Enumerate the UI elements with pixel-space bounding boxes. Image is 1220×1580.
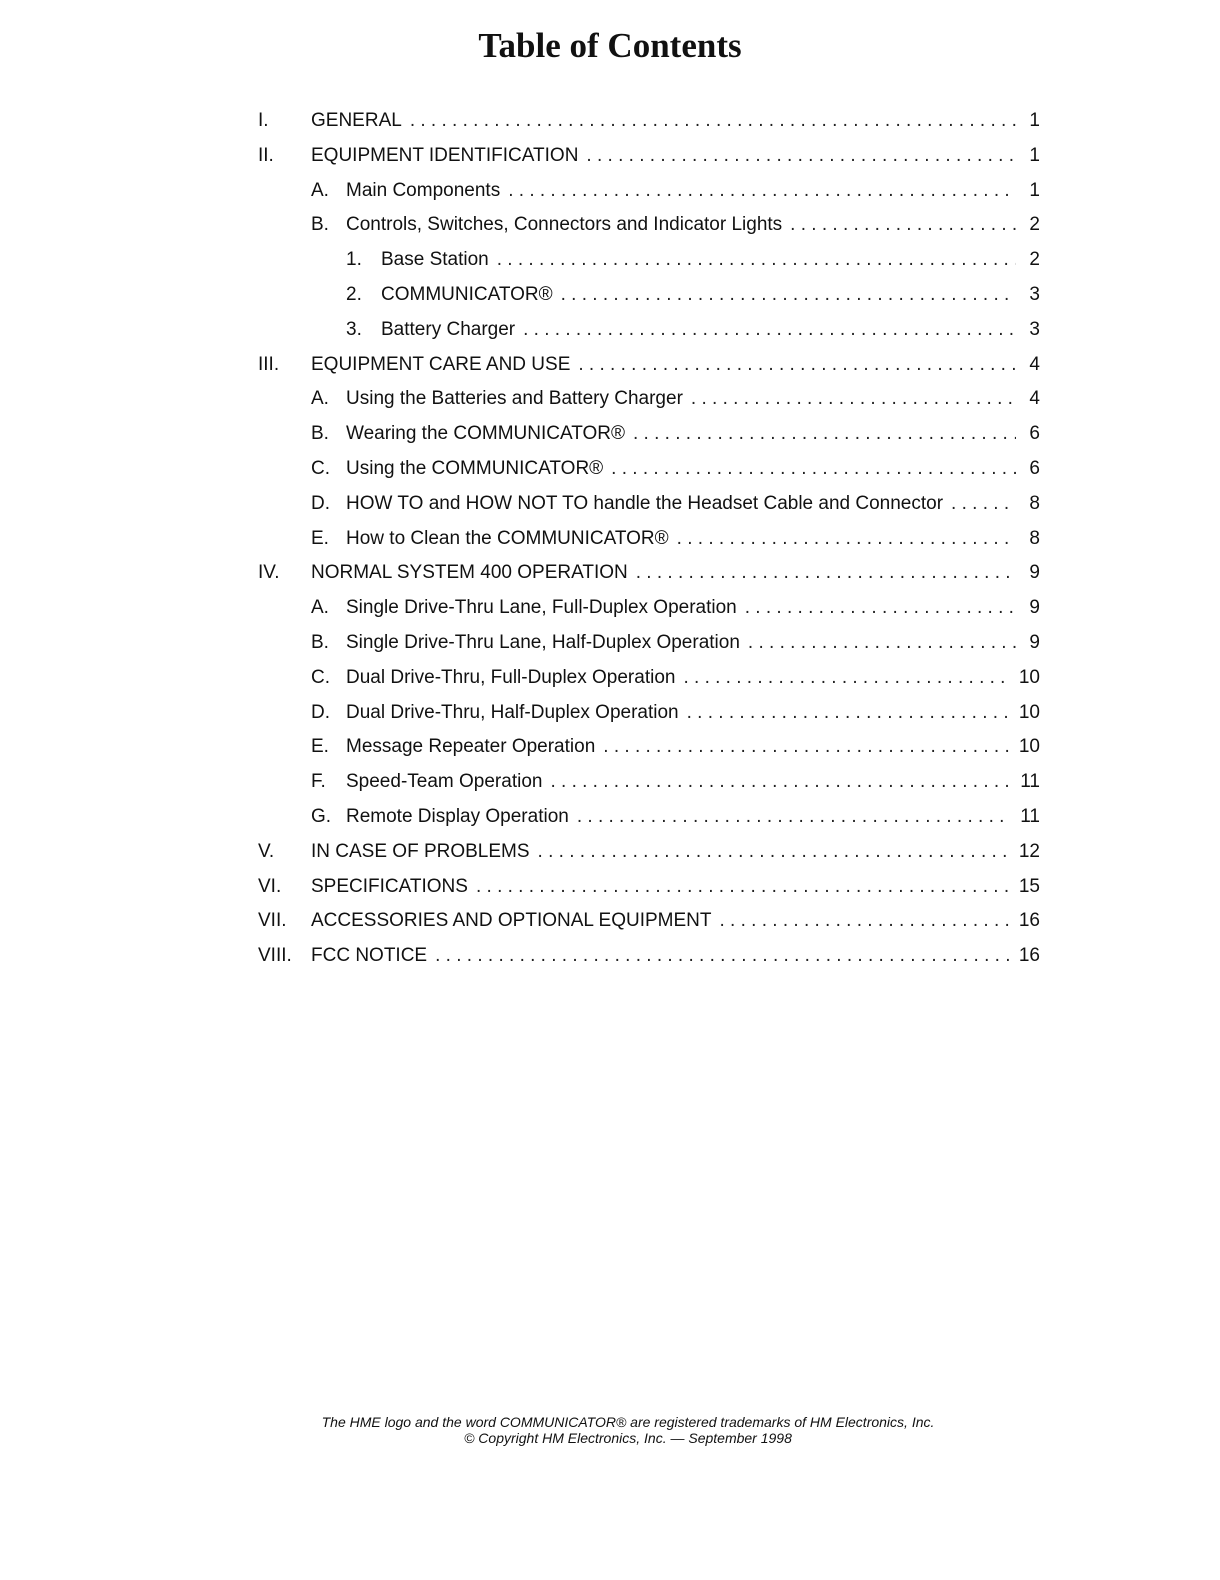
- toc-leader-dots: [523, 315, 1016, 345]
- toc-entry-label: Using the Batteries and Battery Charger: [346, 388, 683, 410]
- toc-entry-number: B.: [311, 423, 329, 445]
- toc-entry-label: Main Components: [346, 179, 501, 201]
- toc-entry-page: 4: [1029, 388, 1040, 410]
- toc-entry: [311, 210, 1040, 240]
- toc-leader-dots: [951, 489, 1016, 519]
- toc-entry-number: E.: [311, 736, 329, 758]
- toc-entry-number: A.: [311, 388, 329, 410]
- toc-leader-dots: [636, 558, 1016, 588]
- toc-entry-page: 16: [1018, 910, 1040, 932]
- toc-entry-page: 1: [1029, 144, 1040, 166]
- toc-entry: [311, 663, 1040, 693]
- toc-entry-label: Dual Drive-Thru, Half-Duplex Operation: [346, 701, 679, 723]
- toc-leader-dots: [578, 350, 1016, 380]
- toc-entry-page: 10: [1018, 701, 1040, 723]
- toc-entry-label: NORMAL SYSTEM 400 OPERATION: [311, 562, 628, 584]
- toc-entry: [311, 593, 1040, 623]
- toc-entry-label: GENERAL: [311, 110, 402, 131]
- toc-entry: [311, 802, 1040, 832]
- toc-entry-page: 3: [1029, 318, 1040, 340]
- toc-leader-dots: [687, 698, 1009, 728]
- toc-entry-page: 9: [1029, 562, 1040, 584]
- toc-entry-label: SPECIFICATIONS: [311, 875, 468, 897]
- page-title: Table of Contents: [478, 26, 742, 65]
- toc-leader-dots: [691, 384, 1016, 414]
- toc-leader-dots: [603, 732, 1009, 762]
- toc-entry: [258, 941, 1040, 971]
- toc-entry: [311, 767, 1040, 797]
- toc-entry: [258, 558, 1040, 588]
- toc-entry-number: 2.: [346, 284, 362, 305]
- toc-entry-number: B.: [311, 632, 329, 653]
- toc-entry-number: B.: [311, 214, 329, 236]
- toc-entry-page: 2: [1029, 249, 1040, 271]
- toc-entry-number: A.: [311, 179, 329, 201]
- toc-leader-dots: [561, 280, 1016, 310]
- toc-entry: [311, 419, 1040, 449]
- toc-entry: [258, 106, 1040, 136]
- toc-entry-number: D.: [311, 701, 330, 723]
- toc-entry-page: 11: [1020, 771, 1040, 793]
- toc-entry-label: Wearing the COMMUNICATOR®: [346, 423, 625, 445]
- toc-leader-dots: [577, 802, 1010, 832]
- toc-leader-dots: [633, 419, 1016, 449]
- toc-entry-number: 3.: [346, 318, 362, 340]
- toc-entry: [311, 384, 1040, 414]
- toc-entry: [311, 732, 1040, 762]
- toc-leader-dots: [508, 176, 1016, 206]
- toc-entry-label: Message Repeater Operation: [346, 736, 596, 758]
- toc-entry-label: Using the COMMUNICATOR®: [346, 458, 604, 479]
- toc-entry-label: How to Clean the COMMUNICATOR®: [346, 527, 669, 549]
- toc-entry-page: 11: [1020, 806, 1040, 827]
- toc-entry-number: I.: [258, 110, 269, 131]
- toc-leader-dots: [550, 767, 1010, 797]
- toc-entry-label: COMMUNICATOR®: [381, 284, 553, 305]
- toc-entry-number: VI.: [258, 875, 282, 897]
- toc-entry-label: FCC NOTICE: [311, 945, 428, 967]
- toc-entry: [311, 454, 1040, 484]
- toc-entry-page: 1: [1029, 110, 1040, 131]
- toc-leader-dots: [586, 141, 1016, 171]
- toc-entry-page: 16: [1018, 945, 1040, 967]
- toc-entry-number: III.: [258, 353, 280, 375]
- toc-leader-dots: [748, 628, 1016, 658]
- toc-entry: [258, 350, 1040, 380]
- toc-entry: [311, 698, 1040, 728]
- toc-entry-label: HOW TO and HOW NOT TO handle the Headset Cable and Connector: [346, 492, 944, 514]
- toc-entry-page: 9: [1029, 632, 1040, 653]
- toc-entry-number: VIII.: [258, 945, 292, 967]
- toc-entry-page: 10: [1018, 736, 1040, 758]
- toc-entry-label: Remote Display Operation: [346, 806, 569, 827]
- toc-entry-number: C.: [311, 666, 330, 688]
- footer: [0, 1414, 1220, 1446]
- toc-entry: [346, 315, 1040, 345]
- toc-entry-page: 2: [1029, 214, 1040, 236]
- toc-entry-number: E.: [311, 527, 329, 549]
- toc-entry: [258, 141, 1040, 171]
- toc-entry-label: Controls, Switches, Connectors and Indicator Lights: [346, 214, 783, 236]
- toc-entry-label: IN CASE OF PROBLEMS: [311, 840, 530, 862]
- toc-entry-page: 9: [1029, 597, 1040, 619]
- toc-entry-label: Speed-Team Operation: [346, 771, 543, 793]
- toc-entry: [258, 872, 1040, 902]
- toc-entry-page: 4: [1029, 353, 1040, 375]
- toc-entry-page: 3: [1029, 284, 1040, 305]
- toc-entry-number: F.: [311, 771, 326, 793]
- toc-entry-label: Single Drive-Thru Lane, Half-Duplex Operation: [346, 632, 740, 653]
- toc-entry-label: Base Station: [381, 249, 489, 271]
- toc-leader-dots: [476, 872, 1009, 902]
- toc-leader-dots: [611, 454, 1016, 484]
- toc-entry-number: G.: [311, 806, 332, 827]
- toc-leader-dots: [538, 837, 1009, 867]
- toc-entry-page: 8: [1029, 527, 1040, 549]
- toc-entry-page: 15: [1018, 875, 1040, 897]
- toc-entry-page: 8: [1029, 492, 1040, 514]
- toc-entry: [346, 280, 1040, 310]
- toc-entry-number: IV.: [258, 562, 280, 584]
- toc-entry-page: 10: [1018, 666, 1040, 688]
- toc-entry-number: II.: [258, 144, 274, 166]
- copyright-notice: © Copyright HM Electronics, Inc. — September 1998: [464, 1430, 792, 1446]
- toc-entry-number: V.: [258, 840, 275, 862]
- toc-leader-dots: [677, 524, 1016, 554]
- toc-entry-label: Single Drive-Thru Lane, Full-Duplex Operation: [346, 597, 737, 619]
- toc-entry: [311, 176, 1040, 206]
- toc-entry: [258, 837, 1040, 867]
- toc-leader-dots: [719, 906, 1008, 936]
- toc-entry-number: D.: [311, 492, 330, 514]
- toc-entry: [258, 906, 1040, 936]
- toc-entry-page: 1: [1029, 179, 1040, 201]
- toc-entry-label: Dual Drive-Thru, Full-Duplex Operation: [346, 666, 676, 688]
- toc-entry-label: ACCESSORIES AND OPTIONAL EQUIPMENT: [311, 910, 712, 932]
- trademark-notice: The HME logo and the word COMMUNICATOR® are registered trademarks of HM Electronics, Inc.: [321, 1414, 935, 1430]
- toc-leader-dots: [745, 593, 1016, 623]
- toc-entry-label: EQUIPMENT IDENTIFICATION: [311, 144, 579, 166]
- toc-entry-number: 1.: [346, 249, 362, 271]
- toc-entry: [346, 245, 1040, 275]
- toc-entry-page: 12: [1018, 840, 1040, 862]
- toc-leader-dots: [410, 106, 1016, 136]
- toc-entry: [311, 524, 1040, 554]
- toc-entry-number: VII.: [258, 910, 287, 932]
- toc-entry: [311, 628, 1040, 658]
- toc-entry-label: EQUIPMENT CARE AND USE: [311, 353, 571, 375]
- toc-entry-number: C.: [311, 458, 330, 479]
- toc-leader-dots: [497, 245, 1016, 275]
- toc-leader-dots: [790, 210, 1016, 240]
- toc-entry-page: 6: [1029, 423, 1040, 445]
- toc-entry-page: 6: [1029, 458, 1040, 479]
- toc-entry-label: Battery Charger: [381, 318, 516, 340]
- toc-leader-dots: [683, 663, 1008, 693]
- toc-entry-number: A.: [311, 597, 329, 619]
- toc-entry: [311, 489, 1040, 519]
- toc-leader-dots: [435, 941, 1009, 971]
